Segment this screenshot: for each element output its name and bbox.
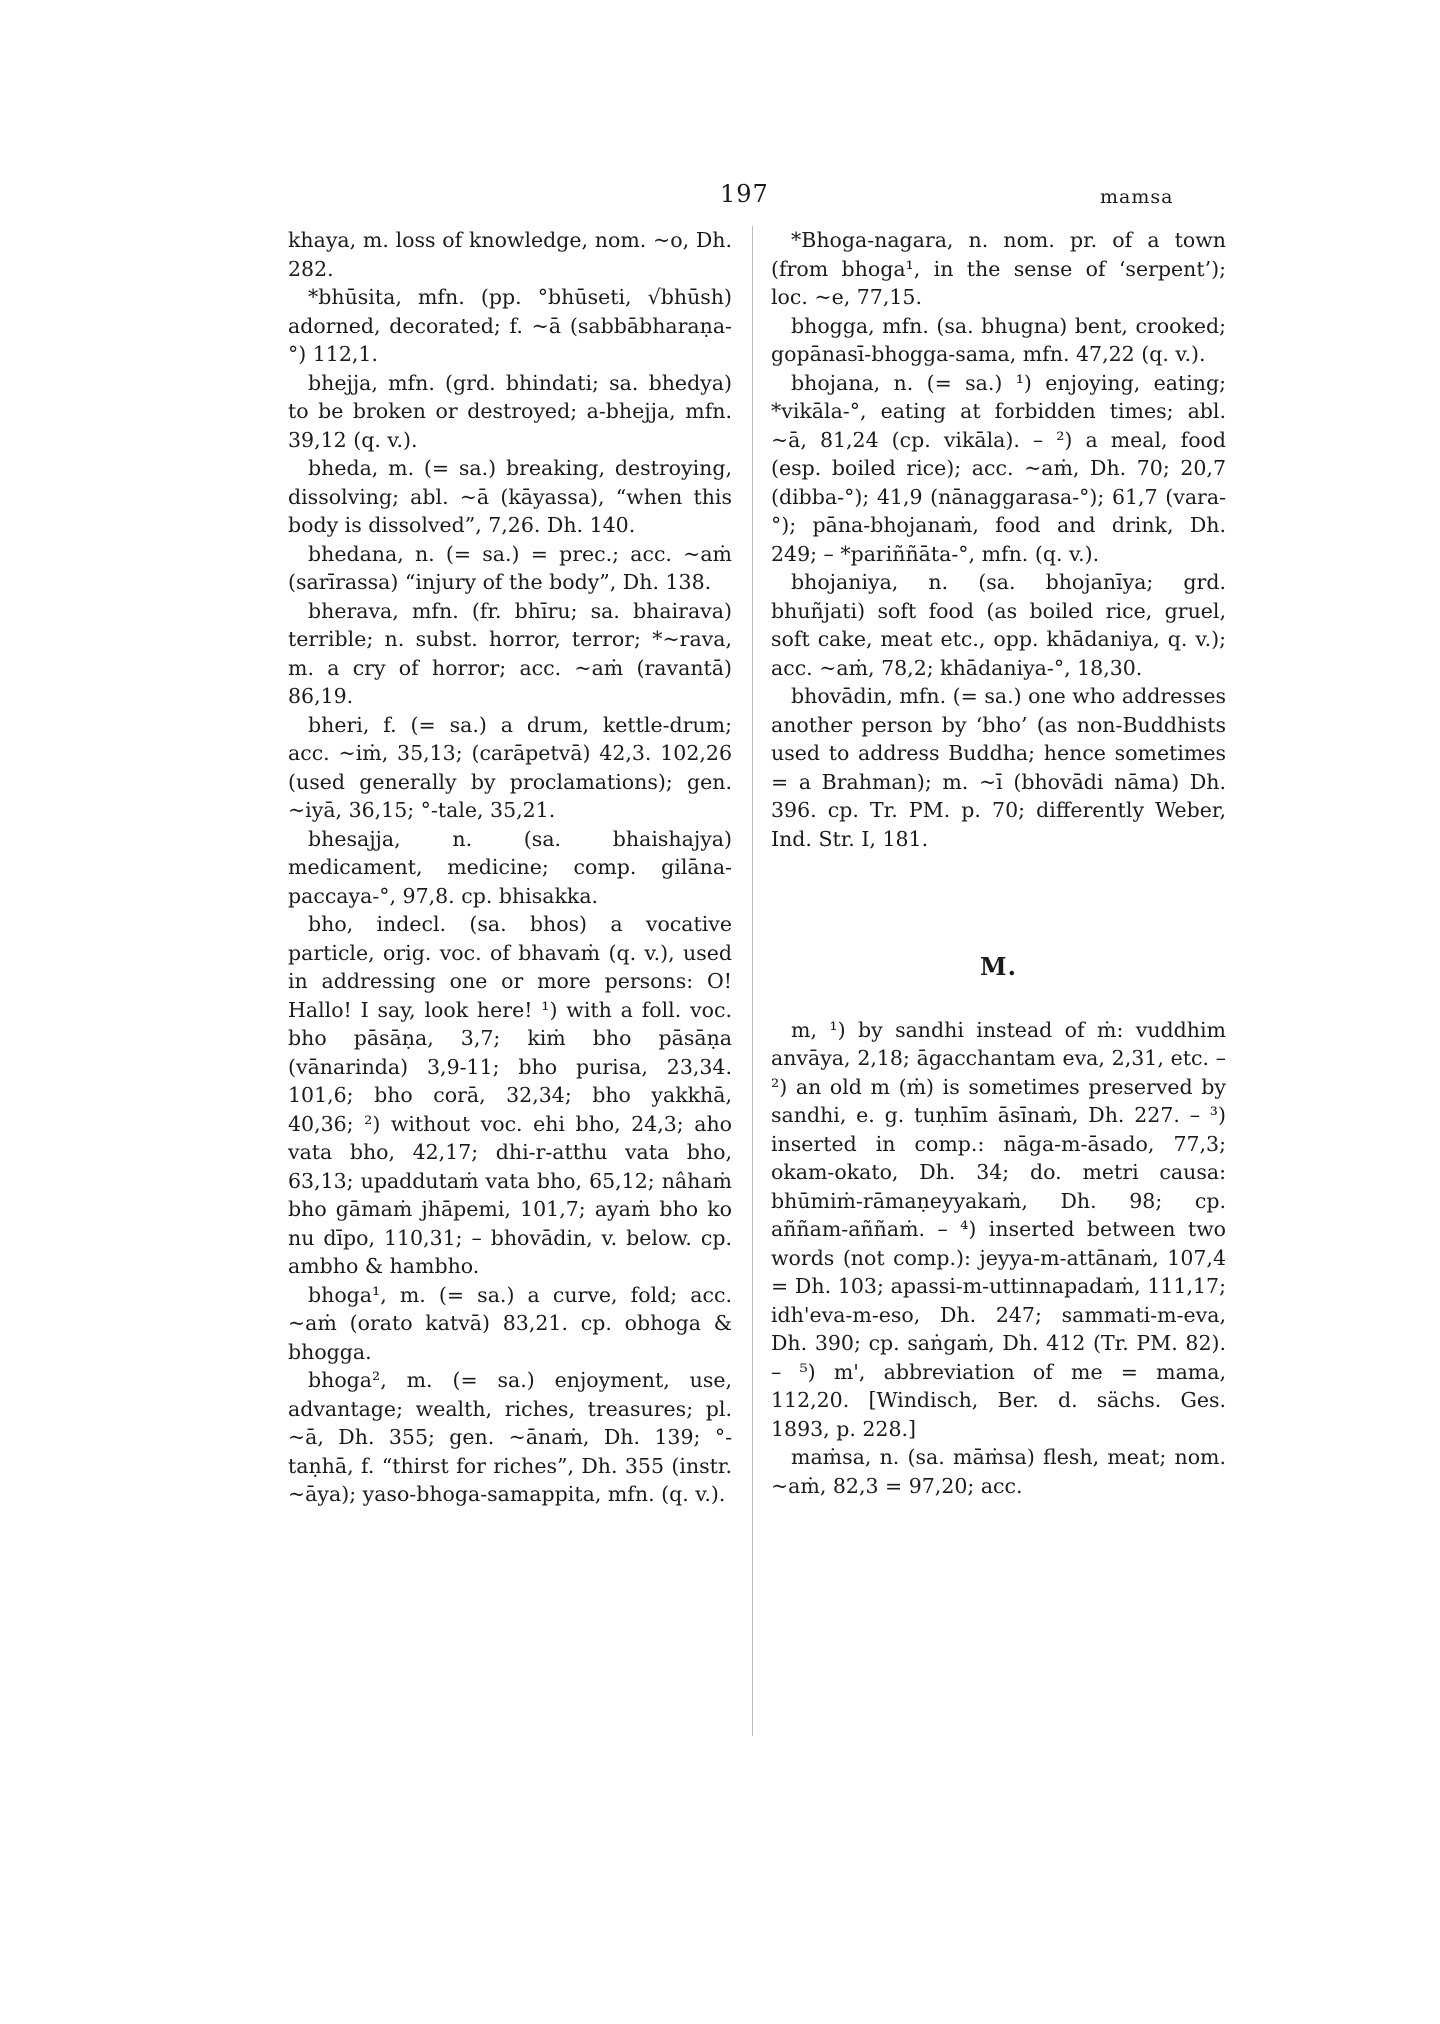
entry-bhovadin: bhovādin, mfn. (= sa.) one who addresses another person by ‘bho’ (as non-Buddhists used to address Buddha; hence sometimes = a Brahman); m. ~ī (bhovādi nāma) Dh. 396. cp. Tr. PM. p. 70; differently Weber, Ind. Str. I, 181. — [771, 684, 1227, 851]
entry-bhoga-nagara: *Bhoga-nagara, n. nom. pr. of a town (from bhoga¹, in the sense of ‘serpent’); loc. ~e, 77,15. — [771, 228, 1226, 309]
entry-bhejja: bhejja, mfn. (grd. bhindati; sa. bhedya) to be broken or destroyed; a-bhejja, mfn. 39,12 (q. v.). — [288, 370, 732, 452]
entry-bhogga: bhogga, mfn. (sa. bhugna) bent, crooked; gopānasī-bhogga-sama, mfn. 47,22 (q. v.). — [771, 313, 1226, 366]
entry-bho: bho, indecl. (sa. bhos) a vocative particle, orig. voc. of bhavaṁ (q. v.), used in addressing one or more persons: O! Hallo! I say, look here! ¹) with a foll. voc. bho pāsāṇa, 3,7; kiṁ bho pāsāṇa (vānarinda) 3,9-11; bho purisa, 23,34. 101,6; bho corā, 32,34; bho yakkhā, 40,36; ²) without voc. ehi bho, 24,3; aho vata bho, 42,17; dhi-r-atthu vata bho, 63,13; upaddutaṁ vata bho, 65,12; nâhaṁ bho gāmaṁ jhāpemi, 101,7; ayaṁ bho ko nu dīpo, 110,31; – bhovādin, v. below. cp. ambho & hambho. — [288, 912, 732, 1278]
entry-m: m, ¹) by sandhi instead of ṁ: vuddhim anvāya, 2,18; āgacchantam eva, 2,31, etc. – ²) an old m (ṁ) is sometimes preserved by sandhi, e. g. tuṇhīm āsīnaṁ, Dh. 227. – ³) inserted in comp.: nāga-m-āsado, 77,3; okam-okato, Dh. 34; do. metri causa: bhūmiṁ-rāmaṇeyyakaṁ, Dh. 98; cp. aññam-aññaṁ. – ⁴) inserted between two words (not comp.): jeyya-m-attānaṁ, 107,4 = Dh. 103; apassi-m-uttinnapadaṁ, 111,17; idh'eva-m-eso, Dh. 247; sammati-m-eva, Dh. 390; cp. saṅgaṁ, Dh. 412 (Tr. PM. 82). – ⁵) m', abbreviation of me = mama, 112,20. [Windisch, Ber. d. sächs. Ges. 1893, p. 228.] — [771, 1017, 1226, 1441]
entry-bhesajja: bhesajja, n. (sa. bhaishajya) medicament, medicine; comp. gilāna-paccaya-°, 97,8. cp. bhisakka. — [288, 826, 732, 908]
section-heading-m: M. — [980, 952, 1017, 981]
column-divider — [752, 226, 753, 1736]
entry-bheda: bheda, m. (= sa.) breaking, destroying, dissolving; abl. ~ā (kāyassa), “when this body is dissolved”, 7,26. Dh. 140. — [288, 456, 732, 537]
right-column — [771, 226, 1226, 1500]
entry-bhojaniya: bhojaniya, n. (sa. bhojanīya; grd. bhuñjati) soft food (as boiled rice, gruel, soft cake, meat etc., opp. khādaniya, q. v.); acc. ~aṁ, 78,2; khādaniya-°, 18,30. — [771, 570, 1226, 680]
entry-bhoga-2: bhoga², m. (= sa.) enjoyment, use, advantage; wealth, riches, treasures; pl. ~ā, Dh. 355; gen. ~ānaṁ, Dh. 139; °-taṇhā, f. “thirst for riches”, Dh. 355 (instr. ~āya); yaso-bhoga-samappita, mfn. (q. v.). — [288, 1368, 732, 1506]
entry-mamsa: maṁsa, n. (sa. māṁsa) flesh, meat; nom. ~aṁ, 82,3 = 97,20; acc. — [771, 1445, 1226, 1498]
left-column — [288, 226, 732, 1509]
entry-bhoga-1: bhoga¹, m. (= sa.) a curve, fold; acc. ~aṁ (orato katvā) 83,21. cp. obhoga & bhogga. — [288, 1282, 732, 1364]
entry-bherava: bherava, mfn. (fr. bhīru; sa. bhairava) terrible; n. subst. horror, terror; *~rava, m. a cry of horror; acc. ~aṁ (ravantā) 86,19. — [288, 598, 732, 708]
running-head: mamsa — [1100, 186, 1174, 208]
page-number: 197 — [720, 180, 769, 208]
entry-bhusita: *bhūsita, mfn. (pp. °bhūseti, √bhūsh) adorned, decorated; f. ~ā (sabbābharaṇa-°) 112,1. — [288, 285, 732, 366]
entry-bhedana: bhedana, n. (= sa.) = prec.; acc. ~aṁ (sarīrassa) “injury of the body”, Dh. 138. — [288, 541, 732, 594]
entry-bhojana: bhojana, n. (= sa.) ¹) enjoying, eating; *vikāla-°, eating at forbidden times; abl. ~ā, 81,24 (cp. vikāla). – ²) a meal, food (esp. boiled rice); acc. ~aṁ, Dh. 70; 20,7 (dibba-°); 41,9 (nānaggarasa-°); 61,7 (vara-°); pāna-bhojanaṁ, food and drink, Dh. 249; – *pariññāta-°, mfn. (q. v.). — [771, 370, 1226, 566]
entry-khaya: khaya, m. loss of knowledge, nom. ~o, Dh. 282. — [288, 228, 732, 281]
entry-bheri: bheri, f. (= sa.) a drum, kettle-drum; acc. ~iṁ, 35,13; (carāpetvā) 42,3. 102,26 (used generally by proclamations); gen. ~iyā, 36,15; °-tale, 35,21. — [288, 712, 732, 822]
